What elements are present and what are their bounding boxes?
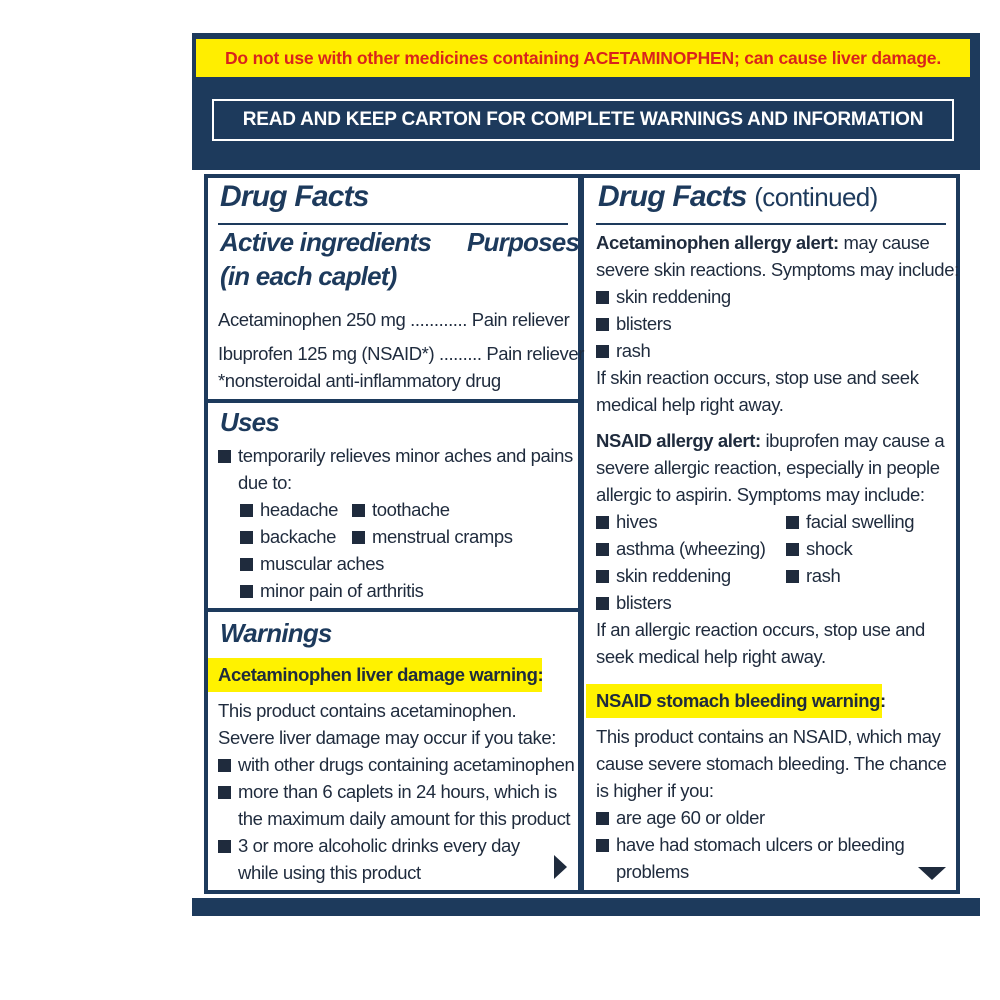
- liver-item-cont: the maximum daily amount for this product: [238, 808, 571, 829]
- liver-item-cont: while using this product: [238, 862, 421, 883]
- acet-symptom-item: blisters: [596, 310, 671, 337]
- drug-facts-title: Drug Facts: [220, 180, 369, 213]
- nsaid-symptom-item: shock: [786, 535, 852, 562]
- bullet-icon: [786, 516, 799, 529]
- use-item: minor pain of arthritis: [240, 577, 424, 604]
- acetaminophen-allergy-alert: Acetaminophen allergy alert: may cause: [596, 232, 930, 253]
- liver-warning-text: Severe liver damage may occur if you take:: [218, 727, 556, 748]
- nsaid-allergy-alert: NSAID allergy alert: ibuprofen may cause a: [596, 430, 945, 451]
- nsaid-symptom-item: blisters: [596, 589, 671, 616]
- active-ingredients-heading: Active ingredients: [220, 227, 431, 257]
- uses-heading: Uses: [220, 407, 279, 437]
- bullet-icon: [218, 786, 231, 799]
- stomach-warning-text: is higher if you:: [596, 780, 714, 801]
- purposes-heading: Purposes: [467, 227, 580, 257]
- bullet-icon: [596, 291, 609, 304]
- nsaid-footnote: *nonsteroidal anti-inflammatory drug: [218, 370, 501, 391]
- section-divider-uses: [204, 399, 582, 403]
- uses-bullet: temporarily relieves minor aches and pains: [218, 442, 573, 469]
- continue-right-arrow-icon: [552, 855, 568, 879]
- bullet-icon: [596, 345, 609, 358]
- bullet-icon: [596, 543, 609, 556]
- nsaid-allergy-text: severe allergic reaction, especially in people: [596, 457, 940, 478]
- liver-warning-heading: Acetaminophen liver damage warning:: [218, 664, 544, 685]
- acet-after-text: medical help right away.: [596, 394, 784, 415]
- bullet-icon: [240, 504, 253, 517]
- use-item: toothache: [352, 496, 450, 523]
- liver-item: 3 or more alcoholic drinks every day: [218, 832, 520, 859]
- bullet-icon: [596, 570, 609, 583]
- acet-symptom-item: rash: [596, 337, 650, 364]
- stomach-bleeding-heading: NSAID stomach bleeding warning:: [596, 690, 886, 711]
- nsaid-symptom-item: facial swelling: [786, 508, 914, 535]
- bullet-icon: [218, 840, 231, 853]
- use-item: menstrual cramps: [352, 523, 513, 550]
- use-item: headache: [240, 496, 338, 523]
- continue-down-arrow-icon: [918, 865, 946, 881]
- active-ingredients-subheading: (in each caplet): [220, 261, 397, 291]
- acetaminophen-allergy-text: severe skin reactions. Symptoms may include:: [596, 259, 959, 280]
- acetaminophen-warning-banner: Do not use with other medicines containing ACETAMINOPHEN; can cause liver damage.: [196, 39, 970, 77]
- bullet-icon: [596, 516, 609, 529]
- nsaid-symptom-item: skin reddening: [596, 562, 731, 589]
- stomach-item: are age 60 or older: [596, 804, 765, 831]
- ingredient-ibuprofen: Ibuprofen 125 mg (NSAID*) ......... Pain reliever: [218, 343, 584, 364]
- use-item: backache: [240, 523, 336, 550]
- use-item: muscular aches: [240, 550, 384, 577]
- bullet-icon: [596, 597, 609, 610]
- bullet-icon: [352, 504, 365, 517]
- bullet-icon: [240, 531, 253, 544]
- nsaid-symptom-item: rash: [786, 562, 840, 589]
- bullet-icon: [596, 839, 609, 852]
- drug-facts-carton: [192, 33, 980, 916]
- bullet-icon: [596, 812, 609, 825]
- nsaid-allergy-text: allergic to aspirin. Symptoms may include:: [596, 484, 925, 505]
- acet-symptom-item: skin reddening: [596, 283, 731, 310]
- nsaid-symptom-item: hives: [596, 508, 657, 535]
- bullet-icon: [596, 318, 609, 331]
- bullet-icon: [786, 570, 799, 583]
- bullet-icon: [240, 585, 253, 598]
- nsaid-after-text: If an allergic reaction occurs, stop use and: [596, 619, 925, 640]
- drug-facts-continued-title: Drug Facts (continued): [598, 180, 878, 213]
- column-divider: [578, 174, 584, 894]
- title-rule: [218, 223, 568, 225]
- stomach-item: have had stomach ulcers or bleeding: [596, 831, 904, 858]
- nsaid-symptom-item: asthma (wheezing): [596, 535, 766, 562]
- stomach-item-cont: problems: [616, 861, 689, 882]
- ingredient-acetaminophen: Acetaminophen 250 mg ............ Pain reliever: [218, 309, 570, 330]
- liver-item: with other drugs containing acetaminophen: [218, 751, 574, 778]
- bullet-icon: [218, 450, 231, 463]
- bullet-icon: [352, 531, 365, 544]
- title-rule: [596, 223, 946, 225]
- liver-item: more than 6 caplets in 24 hours, which is: [218, 778, 557, 805]
- warnings-heading: Warnings: [220, 618, 332, 648]
- bullet-icon: [786, 543, 799, 556]
- acet-after-text: If skin reaction occurs, stop use and seek: [596, 367, 919, 388]
- section-divider-warnings: [204, 608, 582, 612]
- read-keep-carton-notice: READ AND KEEP CARTON FOR COMPLETE WARNINGS AND INFORMATION: [212, 99, 954, 141]
- bullet-icon: [240, 558, 253, 571]
- stomach-warning-text: This product contains an NSAID, which may: [596, 726, 941, 747]
- stomach-warning-text: cause severe stomach bleeding. The chance: [596, 753, 947, 774]
- nsaid-after-text: seek medical help right away.: [596, 646, 826, 667]
- bullet-icon: [218, 759, 231, 772]
- liver-warning-text: This product contains acetaminophen.: [218, 700, 517, 721]
- uses-due-to: due to:: [238, 472, 292, 493]
